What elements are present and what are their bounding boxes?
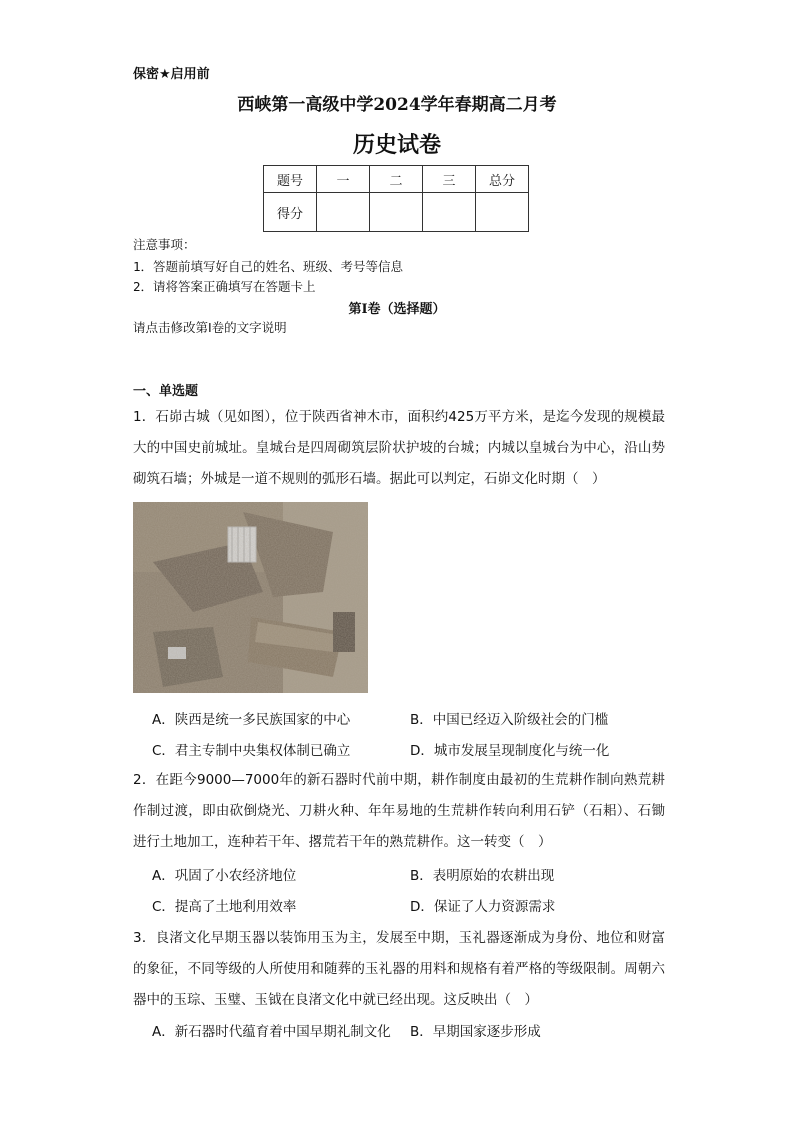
score-blank-cell [423, 193, 476, 232]
exam-title: 西峡第一高级中学2024学年春期高二月考 [237, 95, 557, 115]
option-1a[interactable]: A．陕西是统一多民族国家的中心 [152, 712, 351, 728]
option-2d[interactable]: D．保证了人力资源需求 [410, 899, 556, 915]
score-blank-cell [317, 193, 370, 232]
shimao-site-aerial-photo [133, 502, 368, 693]
volume-title: 第I卷（选择题） [348, 302, 446, 317]
score-table-header-row [264, 166, 529, 193]
score-table [263, 165, 529, 232]
option-2a[interactable]: A．巩固了小农经济地位 [152, 868, 297, 884]
question-stem-1: 1．石峁古城（见如图），位于陕西省神木市，面积约425万平方米，是迄今发现的规模最大的中国史前城址。皇城台是四周砌筑层阶状护坡的台城；内城以皇城台为中心，沿山势砌筑石墙；外城是一道不规则的弧形石墙。据此可以判定，石峁文化时期（ ） [133, 409, 665, 487]
option-3b[interactable]: B．早期国家逐步形成 [410, 1024, 541, 1040]
question-stem-2: 2．在距今9000—7000年的新石器时代前中期，耕作制度由最初的生荒耕作制向熟荒耕作制过渡，即由砍倒烧光、刀耕火种、年年易地的生荒耕作转向利用石铲（石耜）、石锄进行土地加工，连种若干年、撂荒若干年的熟荒耕作。这一转变（ ） [133, 772, 665, 850]
score-blank-cell [476, 193, 529, 232]
option-2b[interactable]: B．表明原始的农耕出现 [410, 868, 555, 884]
option-1b[interactable]: B．中国已经迈入阶级社会的门槛 [410, 712, 609, 728]
score-table-cell: 得分 [264, 193, 317, 232]
volume-instruction[interactable]: 请点击修改第I卷的文字说明 [133, 320, 287, 335]
notes-item: 2．请将答案正确填写在答题卡上 [133, 279, 316, 294]
option-2c[interactable]: C．提高了土地利用效率 [152, 899, 297, 915]
score-table-cell: 一 [317, 166, 370, 193]
option-1d[interactable]: D．城市发展呈现制度化与统一化 [410, 743, 610, 759]
aerial-photo-image [133, 502, 368, 693]
score-table-cell: 三 [423, 166, 476, 193]
score-table-cell: 题号 [264, 166, 317, 193]
section-heading: 一、单选题 [133, 384, 199, 399]
confidential-label: 保密★启用前 [133, 67, 210, 82]
score-table-cell: 二 [370, 166, 423, 193]
option-1c[interactable]: C．君主专制中央集权体制已确立 [152, 743, 351, 759]
notes-title: 注意事项： [133, 237, 196, 252]
question-stem-3: 3．良渚文化早期玉器以装饰用玉为主，发展至中期，玉礼器逐渐成为身份、地位和财富的象征，不同等级的人所使用和随葬的玉礼器的用料和规格有着严格的等级限制。周朝六器中的玉琮、玉璧、玉钺在良渚文化中就已经出现。这反映出（ ） [133, 930, 665, 1008]
option-3a[interactable]: A．新石器时代蕴育着中国早期礼制文化 [152, 1024, 391, 1040]
score-table-score-row [264, 193, 529, 232]
score-blank-cell [370, 193, 423, 232]
notes-item: 1．答题前填写好自己的姓名、班级、考号等信息 [133, 259, 404, 274]
subject-title: 历史试卷 [352, 132, 441, 158]
score-table-cell: 总分 [476, 166, 529, 193]
